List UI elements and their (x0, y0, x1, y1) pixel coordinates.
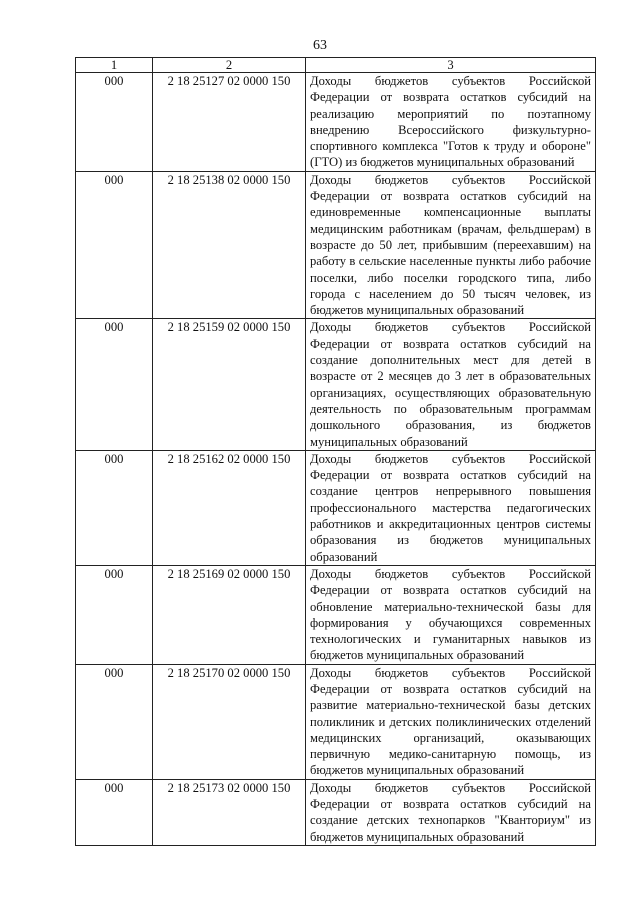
table-row (76, 664, 596, 779)
admin-code-cell: 000 (76, 171, 153, 319)
table-row (76, 319, 596, 450)
income-code-cell: 2 18 25169 02 0000 150 (153, 565, 306, 664)
table-row (76, 450, 596, 565)
income-name-cell: Доходы бюджетов субъектов Российской Федерации от возврата остатков субсидий на развитие материально-технической базы детских поликлиник и детских поликлинических отделений медицинских организаций, оказывающих первичную медико-санитарную помощь, из бюджетов муниципальных образований (306, 664, 596, 779)
column-header-3: 3 (306, 58, 596, 73)
table-header-row (76, 58, 596, 73)
admin-code-cell: 000 (76, 319, 153, 450)
admin-code-cell: 000 (76, 664, 153, 779)
income-code-cell: 2 18 25127 02 0000 150 (153, 73, 306, 172)
admin-code-cell: 000 (76, 73, 153, 172)
admin-code-cell: 000 (76, 450, 153, 565)
income-name-cell: Доходы бюджетов субъектов Российской Федерации от возврата остатков субсидий на обновление материально-технической базы для формирования у обучающихся современных технологических и гуманитарных навыков из бюджетов муниципальных образований (306, 565, 596, 664)
admin-code-cell: 000 (76, 565, 153, 664)
income-code-cell: 2 18 25173 02 0000 150 (153, 779, 306, 845)
income-code-cell: 2 18 25159 02 0000 150 (153, 319, 306, 450)
table-row (76, 171, 596, 319)
column-header-1: 1 (76, 58, 153, 73)
income-name-cell: Доходы бюджетов субъектов Российской Федерации от возврата остатков субсидий на создание дополнительных мест для детей в возрасте от 2 месяцев до 3 лет в образовательных организациях, осуществляющих образовательную деятельность по образовательным программам дошкольного образования, из бюджетов муниципальных образований (306, 319, 596, 450)
income-code-cell: 2 18 25170 02 0000 150 (153, 664, 306, 779)
admin-code-cell: 000 (76, 779, 153, 845)
income-name-cell: Доходы бюджетов субъектов Российской Федерации от возврата остатков субсидий на создание центров непрерывного повышения профессионального мастерства педагогических работников и аккредитационных центров системы образования из бюджетов муниципальных образований (306, 450, 596, 565)
page-number: 63 (313, 38, 327, 53)
income-name-cell: Доходы бюджетов субъектов Российской Федерации от возврата остатков субсидий на создание детских технопарков "Кванториум" из бюджетов муниципальных образований (306, 779, 596, 845)
income-code-cell: 2 18 25162 02 0000 150 (153, 450, 306, 565)
column-header-2: 2 (153, 58, 306, 73)
table-row (76, 565, 596, 664)
income-code-cell: 2 18 25138 02 0000 150 (153, 171, 306, 319)
table-row (76, 73, 596, 172)
income-name-cell: Доходы бюджетов субъектов Российской Федерации от возврата остатков субсидий на единовременные компенсационные выплаты медицинским работникам (врачам, фельдшерам) в возрасте до 50 лет, прибывшим (переехавшим) на работу в сельские населенные пункты либо рабочие поселки, либо поселки городского типа, либо города с населением до 50 тысяч человек, из бюджетов муниципальных образований (306, 171, 596, 319)
table-row (76, 779, 596, 845)
income-name-cell: Доходы бюджетов субъектов Российской Федерации от возврата остатков субсидий на реализацию мероприятий по поэтапному внедрению Всероссийского физкультурно-спортивного комплекса "Готов к труду и обороне" (ГТО) из бюджетов муниципальных образований (306, 73, 596, 172)
budget-income-table (75, 57, 596, 846)
